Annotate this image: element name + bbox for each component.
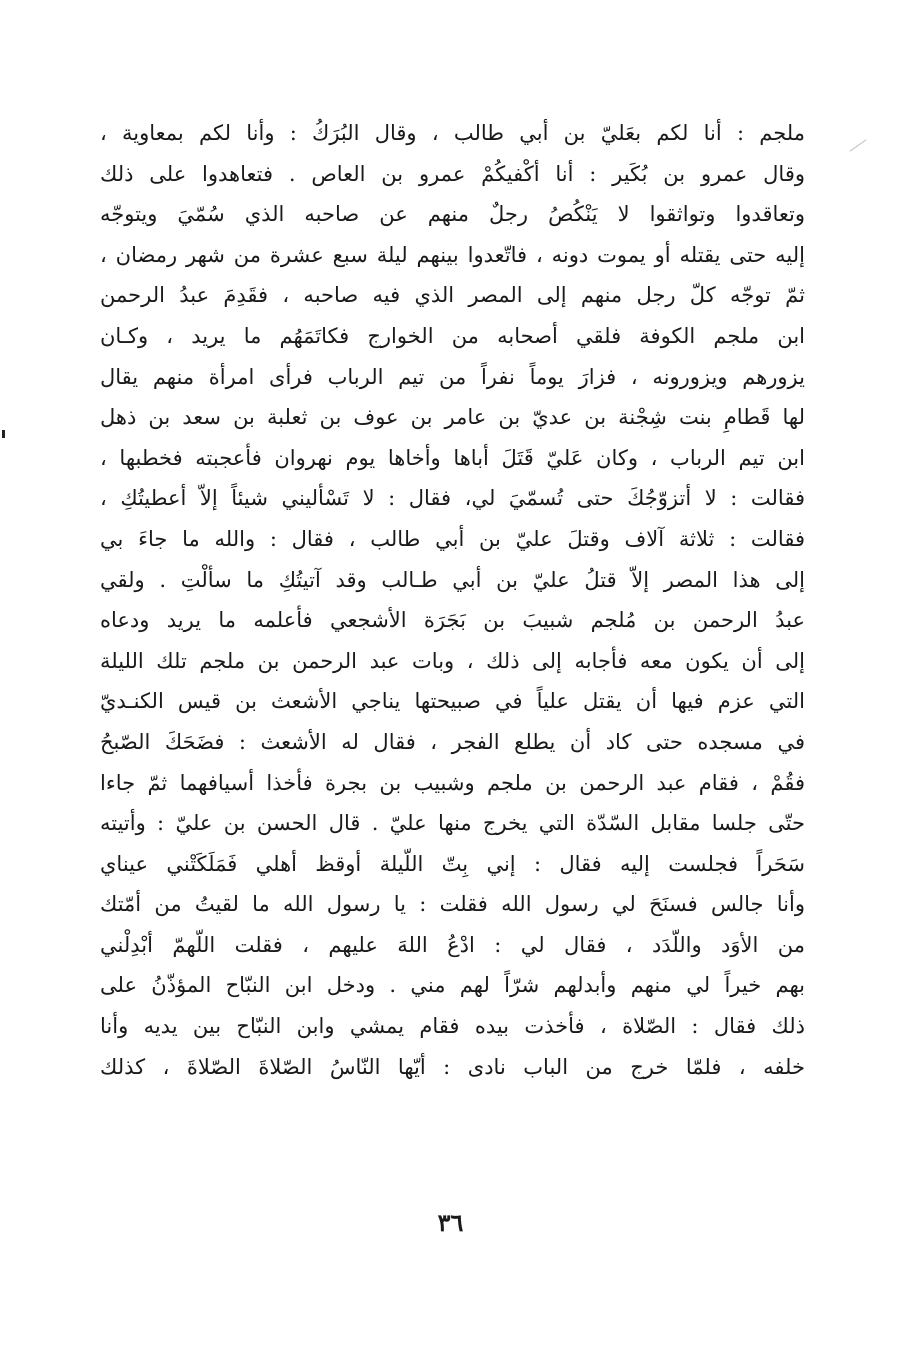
text-line: ابن ملجم الكوفة فلقي أصحابه من الخوارج فكاتَمَهُم ما يريد ، وكـان xyxy=(100,323,805,348)
text-line: وقال عمرو بن بُكَير : أنا أكْفيكُمْ عمرو بن العاص . فتعاهدوا على ذلك xyxy=(100,161,805,186)
text-line: وأنا جالس فسنَحَ لي رسول الله فقلت : يا رسول الله ما لقيتُ من أمّتك xyxy=(100,892,805,917)
text-line: فقالت : ثلاثة آلاف وقتلَ عليّ بن أبي طالب ، فقال : والله ما جاءَ بي xyxy=(100,526,805,551)
text-line: خلفه ، فلمّا خرج من الباب نادى : أيّها النّاسُ الصّلاةَ الصّلاةَ ، كذلك xyxy=(100,1054,805,1079)
text-line: ذلك فقال : الصّلاة ، فأخذت بيده فقام يمشي وابن النبّاح بين يديه وأنا xyxy=(100,1014,805,1039)
text-line: التي عزم فيها أن يقتل علياً في صبيحتها يناجي الأشعث بن قيس الكنـديّ xyxy=(100,689,805,714)
text-line: ملجم : أنا لكم بعَليّ بن أبي طالب ، وقال البُرَكُ : وأنا لكم بمعاوية ، xyxy=(100,121,805,145)
text-line: فقالت : لا أتزوّجُكَ حتى تُسمّيَ لي، فقال : لا تَسْأليني شيئاً إلاّ أعطيتُكِ ، xyxy=(100,486,805,511)
text-line: ثمّ توجّه كلّ رجل منهم إلى المصر الذي فيه صاحبه ، فقَدِمَ عبدُ الرحمن xyxy=(100,283,805,308)
text-line: إلى هذا المصر إلاّ قتلُ عليّ بن أبي طـالب وقد آتيتُكِ ما سألْتِ . ولقي xyxy=(100,567,805,592)
text-line: إليه حتى يقتله أو يموت دونه ، فاتّعدوا بينهم ليلة سبع عشرة من شهر رمضان ، xyxy=(100,242,805,267)
body-text xyxy=(100,113,805,1087)
text-line: سَحَراً فجلست إليه فقال : إني بِتّ اللّيلة أوقظ أهلي فَمَلَكَتْني عيناي xyxy=(100,851,805,876)
margin-mark xyxy=(2,430,5,438)
text-line: ابن تيم الرباب ، وكان عَليّ قَتَلَ أباها وأخاها يوم نهروان فأعجبته فخطبها ، xyxy=(100,445,805,470)
page-number: ٣٦ xyxy=(437,1208,464,1237)
text-line: بهم خيراً لي منهم وأبدلهم شرّاً لهم مني . ودخل ابن النبّاح المؤذّنُ على xyxy=(100,973,805,998)
text-line: في مسجده حتى كاد أن يطلع الفجر ، فقال له الأشعث : فضَحَكَ الصّبحُ xyxy=(100,729,805,754)
text-line: إلى أن يكون معه فأجابه إلى ذلك ، وبات عبد الرحمن بن ملجم تلك الليلة xyxy=(100,648,805,673)
text-line: من الأوَد واللّدَد ، فقال لي : ادْعُ اللهَ عليهم ، فقلت اللّهمّ أبْدِلْني xyxy=(100,932,805,957)
text-line: حتّى جلسا مقابل السّدّة التي يخرج منها عليّ . قال الحسن بن عليّ : وأتيته xyxy=(100,811,805,836)
text-line: عبدُ الرحمن بن مُلجم شبيبَ بن بَجَرَة الأشجعي فأعلمه ما يريد ودعاه xyxy=(100,608,805,633)
text-line: يزورهم ويزورونه ، فزارَ يوماً نفراً من تيم الرباب فرأى امرأة منهم يقال xyxy=(100,364,805,389)
text-line: لها قَطامِ بنت شِجْنة بن عديّ بن عامر بن عوف بن ثعلبة بن سعد بن ذهل xyxy=(100,405,805,430)
scan-mark xyxy=(850,139,867,151)
text-line: فقُمْ ، فقام عبد الرحمن بن ملجم وشبيب بن بجرة فأخذا أسيافهما ثمّ جاءا xyxy=(100,770,805,795)
text-line: وتعاقدوا وتواثقوا لا يَنْكُصُ رجلٌ منهم عن صاحبه الذي سُمّيَ ويتوجّه xyxy=(100,202,805,227)
